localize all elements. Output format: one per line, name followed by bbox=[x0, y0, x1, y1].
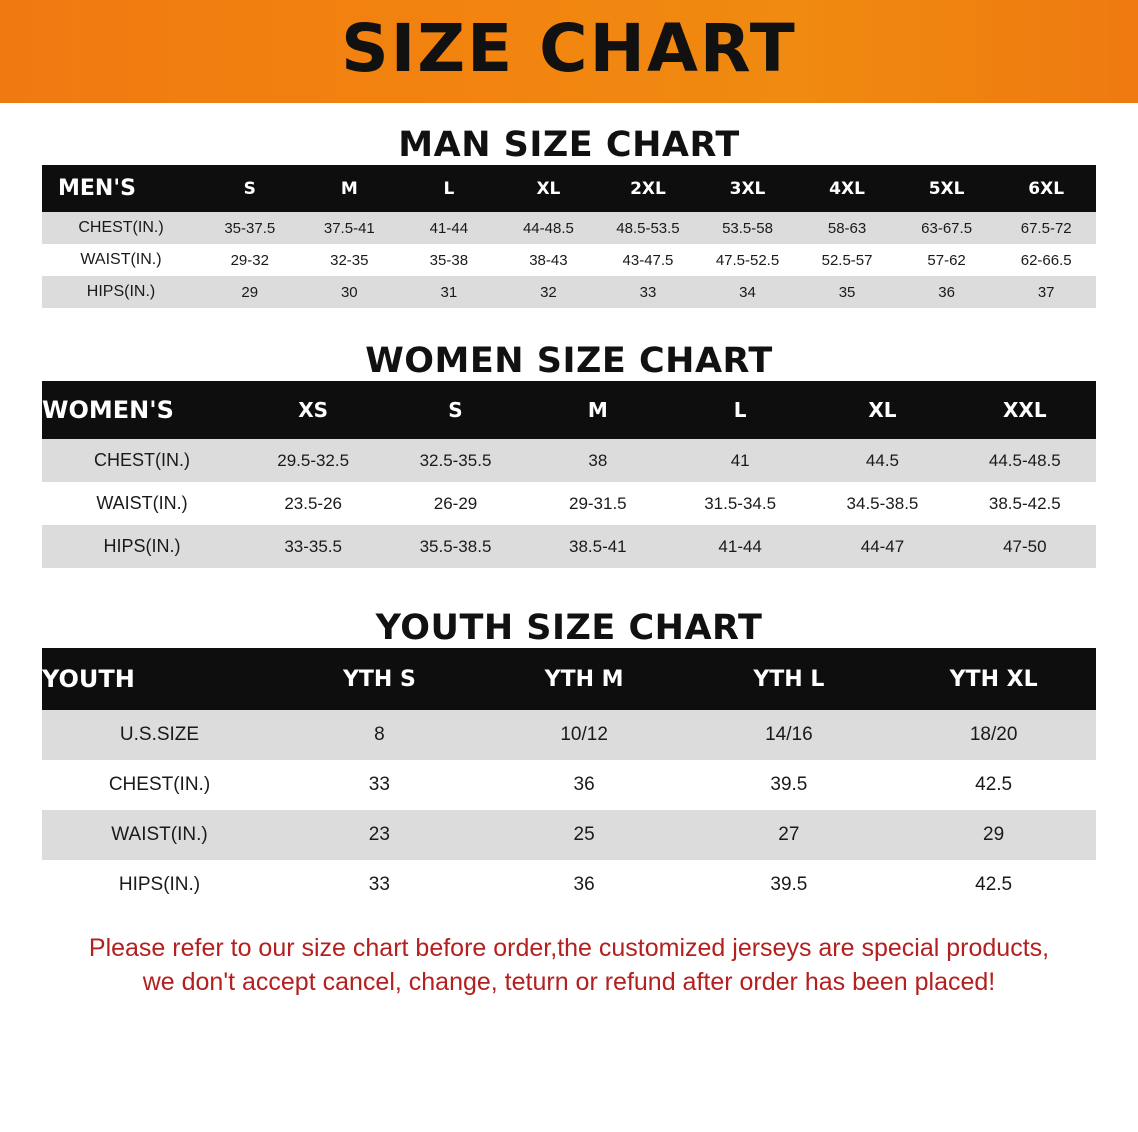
man-section-title: MAN SIZE CHART bbox=[398, 125, 740, 165]
table-header-row bbox=[42, 648, 1096, 710]
man-table-head bbox=[42, 165, 1096, 212]
women-cell-2-0: 33-35.5 bbox=[242, 525, 384, 568]
man-cell-2-3: 32 bbox=[499, 276, 599, 308]
man-cell-0-8: 67.5-72 bbox=[996, 212, 1096, 244]
man-cell-2-0: 29 bbox=[200, 276, 300, 308]
women-cell-1-0: 23.5-26 bbox=[242, 482, 384, 525]
youth-table-head bbox=[42, 648, 1096, 710]
youth-row-1-label: CHEST(IN.) bbox=[42, 760, 277, 810]
man-cell-2-2: 31 bbox=[399, 276, 499, 308]
women-cell-0-0: 29.5-32.5 bbox=[242, 439, 384, 482]
man-cell-2-1: 30 bbox=[300, 276, 400, 308]
women-header-2: S bbox=[384, 381, 526, 439]
man-cell-1-0: 29-32 bbox=[200, 244, 300, 276]
youth-row-2-label: WAIST(IN.) bbox=[42, 810, 277, 860]
women-header-0: WOMEN'S bbox=[42, 381, 242, 439]
man-header-1: S bbox=[200, 165, 300, 212]
man-cell-0-1: 37.5-41 bbox=[300, 212, 400, 244]
youth-size-table bbox=[42, 648, 1096, 910]
women-section-title: WOMEN SIZE CHART bbox=[365, 341, 773, 381]
women-row-1-label: WAIST(IN.) bbox=[42, 482, 242, 525]
women-header-5: XL bbox=[811, 381, 953, 439]
women-cell-1-2: 29-31.5 bbox=[527, 482, 669, 525]
man-cell-2-6: 35 bbox=[797, 276, 897, 308]
man-cell-0-6: 58-63 bbox=[797, 212, 897, 244]
women-cell-2-4: 44-47 bbox=[811, 525, 953, 568]
youth-table-wrap bbox=[0, 648, 1138, 910]
youth-cell-2-2: 27 bbox=[687, 810, 892, 860]
table-row bbox=[42, 276, 1096, 308]
women-cell-1-5: 38.5-42.5 bbox=[954, 482, 1096, 525]
table-row bbox=[42, 710, 1096, 760]
women-cell-2-2: 38.5-41 bbox=[527, 525, 669, 568]
women-table-head bbox=[42, 381, 1096, 439]
disclaimer-note bbox=[42, 932, 1096, 1000]
youth-cell-0-3: 18/20 bbox=[891, 710, 1096, 760]
man-cell-1-1: 32-35 bbox=[300, 244, 400, 276]
women-cell-2-5: 47-50 bbox=[954, 525, 1096, 568]
table-header-row bbox=[42, 165, 1096, 212]
women-table-wrap bbox=[0, 381, 1138, 568]
women-header-3: M bbox=[527, 381, 669, 439]
women-cell-0-4: 44.5 bbox=[811, 439, 953, 482]
man-cell-0-2: 41-44 bbox=[399, 212, 499, 244]
youth-cell-1-1: 36 bbox=[482, 760, 687, 810]
youth-cell-0-2: 14/16 bbox=[687, 710, 892, 760]
table-row bbox=[42, 810, 1096, 860]
man-cell-1-8: 62-66.5 bbox=[996, 244, 1096, 276]
women-cell-1-4: 34.5-38.5 bbox=[811, 482, 953, 525]
man-row-2-label: HIPS(IN.) bbox=[42, 276, 200, 308]
man-header-3: L bbox=[399, 165, 499, 212]
man-header-6: 3XL bbox=[698, 165, 798, 212]
man-cell-1-2: 35-38 bbox=[399, 244, 499, 276]
youth-cell-1-3: 42.5 bbox=[891, 760, 1096, 810]
table-row bbox=[42, 439, 1096, 482]
women-row-2-label: HIPS(IN.) bbox=[42, 525, 242, 568]
youth-header-3: YTH L bbox=[687, 648, 892, 710]
women-cell-0-2: 38 bbox=[527, 439, 669, 482]
man-header-8: 5XL bbox=[897, 165, 997, 212]
youth-cell-2-3: 29 bbox=[891, 810, 1096, 860]
women-cell-2-3: 41-44 bbox=[669, 525, 811, 568]
women-header-4: L bbox=[669, 381, 811, 439]
youth-header-1: YTH S bbox=[277, 648, 482, 710]
youth-cell-3-1: 36 bbox=[482, 860, 687, 910]
table-row bbox=[42, 760, 1096, 810]
women-cell-0-1: 32.5-35.5 bbox=[384, 439, 526, 482]
man-row-1-label: WAIST(IN.) bbox=[42, 244, 200, 276]
man-cell-0-4: 48.5-53.5 bbox=[598, 212, 698, 244]
man-header-5: 2XL bbox=[598, 165, 698, 212]
youth-cell-3-2: 39.5 bbox=[687, 860, 892, 910]
man-header-2: M bbox=[300, 165, 400, 212]
man-cell-0-3: 44-48.5 bbox=[499, 212, 599, 244]
man-cell-1-4: 43-47.5 bbox=[598, 244, 698, 276]
man-cell-1-7: 57-62 bbox=[897, 244, 997, 276]
disclaimer-line-1: Please refer to our size chart before order,the customized jerseys are special products, bbox=[88, 934, 1050, 962]
man-cell-2-5: 34 bbox=[698, 276, 798, 308]
table-row bbox=[42, 482, 1096, 525]
table-row bbox=[42, 212, 1096, 244]
youth-cell-0-1: 10/12 bbox=[482, 710, 687, 760]
man-cell-0-7: 63-67.5 bbox=[897, 212, 997, 244]
youth-cell-1-2: 39.5 bbox=[687, 760, 892, 810]
man-row-0-label: CHEST(IN.) bbox=[42, 212, 200, 244]
women-cell-0-5: 44.5-48.5 bbox=[954, 439, 1096, 482]
man-size-table bbox=[42, 165, 1096, 308]
table-row bbox=[42, 244, 1096, 276]
women-header-6: XXL bbox=[954, 381, 1096, 439]
table-row bbox=[42, 525, 1096, 568]
man-cell-2-4: 33 bbox=[598, 276, 698, 308]
man-header-7: 4XL bbox=[797, 165, 897, 212]
youth-table-body bbox=[42, 710, 1096, 910]
youth-header-4: YTH XL bbox=[891, 648, 1096, 710]
disclaimer-line-2: we don't accept cancel, change, teturn or refund after order has been placed! bbox=[142, 967, 996, 996]
man-table-wrap bbox=[0, 165, 1138, 308]
women-table-body bbox=[42, 439, 1096, 568]
women-cell-0-3: 41 bbox=[669, 439, 811, 482]
women-cell-2-1: 35.5-38.5 bbox=[384, 525, 526, 568]
youth-section-title: YOUTH SIZE CHART bbox=[375, 608, 763, 648]
women-cell-1-1: 26-29 bbox=[384, 482, 526, 525]
youth-row-3-label: HIPS(IN.) bbox=[42, 860, 277, 910]
youth-cell-3-3: 42.5 bbox=[891, 860, 1096, 910]
youth-header-2: YTH M bbox=[482, 648, 687, 710]
man-cell-0-0: 35-37.5 bbox=[200, 212, 300, 244]
youth-row-0-label: U.S.SIZE bbox=[42, 710, 277, 760]
banner bbox=[0, 0, 1138, 103]
man-table-body bbox=[42, 212, 1096, 308]
youth-header-0: YOUTH bbox=[42, 648, 277, 710]
man-cell-2-8: 37 bbox=[996, 276, 1096, 308]
youth-cell-0-0: 8 bbox=[277, 710, 482, 760]
table-row bbox=[42, 860, 1096, 910]
man-cell-0-5: 53.5-58 bbox=[698, 212, 798, 244]
table-header-row bbox=[42, 381, 1096, 439]
man-cell-2-7: 36 bbox=[897, 276, 997, 308]
man-header-0: MEN'S bbox=[42, 165, 200, 212]
man-cell-1-6: 52.5-57 bbox=[797, 244, 897, 276]
women-header-1: XS bbox=[242, 381, 384, 439]
women-row-0-label: CHEST(IN.) bbox=[42, 439, 242, 482]
man-header-9: 6XL bbox=[996, 165, 1096, 212]
women-size-table bbox=[42, 381, 1096, 568]
man-header-4: XL bbox=[499, 165, 599, 212]
man-cell-1-3: 38-43 bbox=[499, 244, 599, 276]
youth-cell-3-0: 33 bbox=[277, 860, 482, 910]
youth-cell-2-1: 25 bbox=[482, 810, 687, 860]
women-cell-1-3: 31.5-34.5 bbox=[669, 482, 811, 525]
page-title: SIZE CHART bbox=[341, 9, 797, 87]
youth-cell-2-0: 23 bbox=[277, 810, 482, 860]
man-cell-1-5: 47.5-52.5 bbox=[698, 244, 798, 276]
youth-cell-1-0: 33 bbox=[277, 760, 482, 810]
